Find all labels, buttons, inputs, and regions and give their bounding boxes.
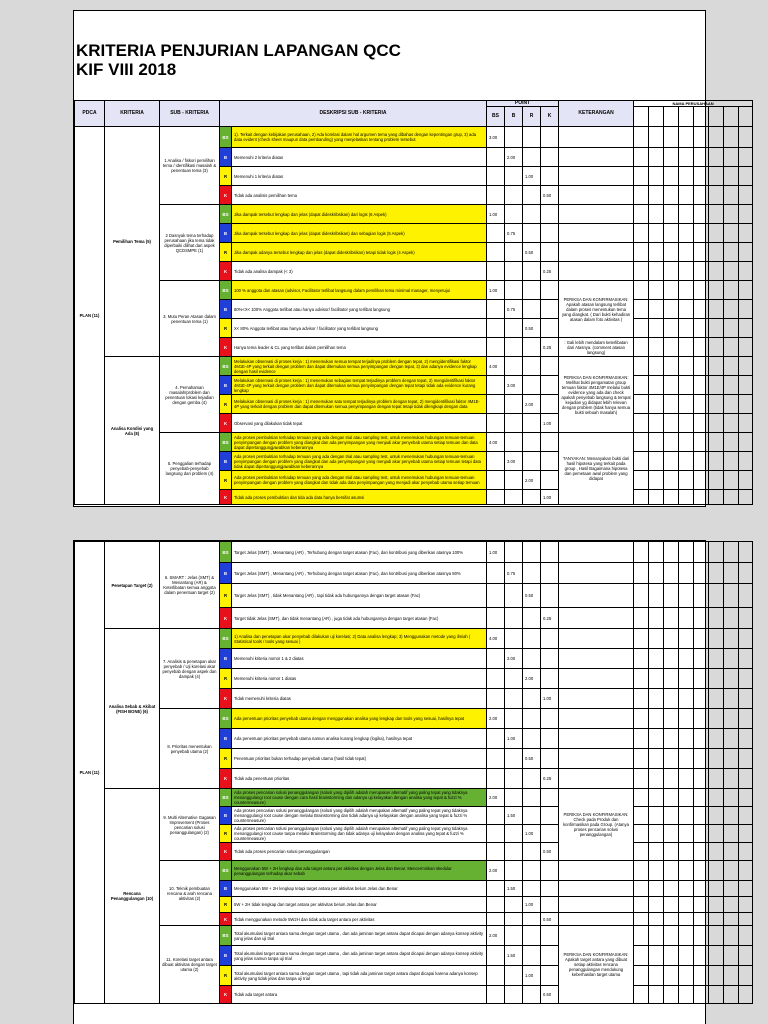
point-b: 3.00 bbox=[505, 649, 523, 669]
deskripsi-p2-15: Ada proses pencarian solusi penanggulangan (solusi yang dipilih adalah merupakan alternatif yang paling tepat yang tidaknya menanggulangi root cause tanpa melalui Brainstorming dan tidak adanya uji kelayakan dengan analisa yang tepat & fuzzi % countermeasure) bbox=[232, 825, 487, 843]
deskripsi-p2-6: Memenuhi kriteria nomor 1 & 2 diatas bbox=[232, 649, 487, 669]
point-r: 1.00 bbox=[523, 825, 541, 843]
deskripsi-p2-3: Target Jelas (SMT) , tidak Menantang (AR) , tapi tidak ada hubungannya dengan target atasan (Fac) bbox=[232, 584, 487, 608]
sub-kriteria-2: 2 Dasnyak tema terhadap perusahaan jika tema tidak diperbaiki dilihat dari aspek QCDSMPE (1) bbox=[160, 205, 220, 281]
level-k: K bbox=[220, 186, 232, 205]
deskripsi-p2-23: Total akumulasi target antara sama dengan target utama , tapi tidak ada jaminan target antara dapat dicapai karena adanya konsep aktivity yang tidak jelas dan tanpa uji trial bbox=[232, 966, 487, 986]
point-b: 0.75 bbox=[505, 563, 523, 584]
pdca-plan: PLAN (11) bbox=[75, 127, 105, 505]
level-k: K bbox=[220, 689, 232, 709]
point-r: 0.50 bbox=[523, 584, 541, 608]
deskripsi-p2-17: Menggunakan 5W + 2H lengkap dan ada target antara per aktivitas dengan Jelas dan Benar. Mencerminkan skedular penanggulangan terhadap akar sebab bbox=[232, 861, 487, 881]
deskripsi-p2-5: 1) Analisa dan penetapan akar penyebab dilakukan uji korelasi; 2) Data analisa lengkap; 3) Menggunakan metode yang ilmiah ( Statistical tools / tools yang sesuai ) bbox=[232, 629, 487, 649]
point-r: 1.00 bbox=[523, 966, 541, 986]
deskripsi-16: Observasi yang dilakukan tidak tepat bbox=[232, 414, 487, 433]
level-bs: BS bbox=[220, 542, 232, 563]
header-r: R bbox=[523, 107, 541, 127]
deskripsi-p2-24: Tidak ada target antara bbox=[232, 986, 487, 1004]
sub-kriteria-6: 6. SMART : Jelas (SMT) & Menantang (AR) & Keterlibatan semua anggota dalam penentuan target (2) bbox=[160, 542, 220, 629]
point-bs: 1.00 bbox=[487, 281, 505, 300]
deskripsi-9: 100 % anggota dan atasan (advisor, Facilitator terlibat langsung dalam pemilihan tema minimal manager, menyetujui bbox=[232, 281, 487, 300]
point-r: 2.00 bbox=[523, 669, 541, 689]
header-deskripsi: DESKRIPSI SUB - KRITERIA bbox=[220, 101, 487, 127]
header-k: K bbox=[541, 107, 559, 127]
level-b: B bbox=[220, 300, 232, 319]
level-r: R bbox=[220, 669, 232, 689]
level-b: B bbox=[220, 148, 232, 167]
level-b: B bbox=[220, 729, 232, 749]
criteria-table-1 bbox=[74, 100, 753, 505]
sub-kriteria-11: 11. Korelasi target antara dibuat aktivitas dengan target utama (2) bbox=[160, 926, 220, 1004]
deskripsi-p2-14: Ada proses pencarian solusi penanggulangan (solusi yang dipilih adalah merupakan alternatif yang paling tepat yang tidaknya menanggulangi root cause dengan melalui Brainstorming dan tidak adanya uji kelayakan dengan analisa yang tepat & fuzzi % countermeasure) bbox=[232, 807, 487, 825]
level-bs: BS bbox=[220, 357, 232, 376]
level-b: B bbox=[220, 946, 232, 966]
keterangan-3: PERIKSA DAN KONFIRMASIKAN: Melihat bukti pengamatan group temuan faktor 4M1E/4P melalui bukti evidence yang ada dan check apakah penyebab langsung & tempat kejadian yg didapat lebih relevan dengan problem (tidak hanya semua bukti sebuah masalah) bbox=[559, 357, 634, 433]
deskripsi-p2-8: Tidak memenuhi kriteria diatas bbox=[232, 689, 487, 709]
level-r: R bbox=[220, 749, 232, 769]
level-bs: BS bbox=[220, 789, 232, 807]
level-b: B bbox=[220, 649, 232, 669]
point-bs: 1.00 bbox=[487, 205, 505, 224]
level-k: K bbox=[220, 986, 232, 1004]
deskripsi-p2-13: Ada proses pencarian solusi penanggulangan (solusi yang dipilih adalah merupakan alternatif yang paling tepat yang tidaknya menanggulangi root cause dengan cara hasil brainstorming dan adanya uji kelayakan dengan analisa yang tepat & fuzzi % countermeasure) bbox=[232, 789, 487, 807]
point-r: 0.50 bbox=[523, 319, 541, 338]
level-r: R bbox=[220, 584, 232, 608]
keterangan-1: PERIKSA DAN KONFIRMASIKAN: Apakah atasan langsung terlibat dalam proses menentukan tema yang diangkat. ( Dari bukti kehadiran atasan dalam foto aktivitas ) bbox=[559, 281, 634, 338]
deskripsi-4: Tidak ada analisis pemilihan tema bbox=[232, 186, 487, 205]
sub-kriteria-8: 8. Prioritas menentukan penyebab utama (2) bbox=[160, 709, 220, 789]
point-r: 2.00 bbox=[523, 471, 541, 490]
point-bs: 4.00 bbox=[487, 433, 505, 452]
level-b: B bbox=[220, 452, 232, 471]
point-bs: 2.00 bbox=[487, 861, 505, 881]
kriteria-penetapan-target: Penetapan Target (2) bbox=[105, 542, 160, 629]
deskripsi-p2-1: Target Jelas (SMT) , Menantang (AR) , Terhubung dengan target atasan (Fac), dan kontribusi yang diberikan atasnya 100% bbox=[232, 542, 487, 563]
level-k: K bbox=[220, 608, 232, 629]
level-r: R bbox=[220, 825, 232, 843]
deskripsi-8: Tidak ada analisa dampak (< 3) bbox=[232, 262, 487, 281]
level-k: K bbox=[220, 769, 232, 789]
deskripsi-17: Ada proses pembuktian terhadap temuan yang ada dengan trial atau sampling test, untuk menemukan hubungan temuan-temuan penyimpangan dengan problem yang diangkat dan ada penyimpangan yang menjadi akar penyebab utama setiap temuan dan data dapat dipertanggungjawabkan keberannya bbox=[232, 433, 487, 452]
deskripsi-p2-10: Ada penentuan prioritas penyebab utama namun analisa kurang lengkap (logika), hasilnya tepat bbox=[232, 729, 487, 749]
point-k: 0.50 bbox=[541, 986, 559, 1004]
sub-kriteria-7: 7. Analisis & penetapan akar penyebab / Uji korelasi akar penyebab dengan aspek dan dampak (4) bbox=[160, 629, 220, 709]
deskripsi-6: Jika dampak tersebut lengkap dan jelas (dapat dideskribsikan) dan sebagian logis (5 Aspek) bbox=[232, 224, 487, 243]
level-r: R bbox=[220, 966, 232, 986]
deskripsi-20: Tidak ada proses pembuktian dan tida ada data hanya bersifat asumsi bbox=[232, 490, 487, 505]
level-bs: BS bbox=[220, 926, 232, 946]
point-b: 2.00 bbox=[505, 148, 523, 167]
point-b: 1.50 bbox=[505, 946, 523, 966]
point-r: 2.00 bbox=[523, 395, 541, 414]
point-bs: 2.00 bbox=[487, 926, 505, 946]
header-kriteria: KRITERIA bbox=[105, 101, 160, 127]
header-point: POINT bbox=[487, 101, 559, 107]
deskripsi-11: X< 80% Anggota terlibat atau hanya advisor / facilitator yang terlibat langsung bbox=[232, 319, 487, 338]
kriteria-analisa-sebab-akibat: Analisa Sebab & Akibat (FISH BONE) (6) bbox=[105, 629, 160, 789]
keterangan-p2-2: PERIKSA DAN KONFIRMASIKAN: Apakah target antara yang dibuat setiap aktivitas rencana penanggulangan mendukung keberhasilan target utama bbox=[559, 926, 634, 1004]
point-bs: 4.00 bbox=[487, 357, 505, 376]
sub-kriteria-5: 5. Penggalian terhadap penyebab-penyebab langsung dari problem (4) bbox=[160, 433, 220, 505]
level-b: B bbox=[220, 224, 232, 243]
sub-kriteria-4: 4. Pemahaman masalah/problem dan penentuan lokasi kejadian dengan gemba (4) bbox=[160, 357, 220, 433]
point-b: 0.75 bbox=[505, 300, 523, 319]
level-bs: BS bbox=[220, 281, 232, 300]
deskripsi-p2-9: Ada penentuan prioritas penyebab utama dengan menggunakan analisa yang lengkap dan tools yang sesuai, hasilnya tepat bbox=[232, 709, 487, 729]
sub-kriteria-3: 3. Mutu Peran Atasan dalam penentuan tema (1) bbox=[160, 281, 220, 357]
deskripsi-p2-19: 5W + 2H tidak lengkap dan target antara per aktivitas belum Jelas dan Benar bbox=[232, 897, 487, 913]
point-b: 1.50 bbox=[505, 881, 523, 897]
page-2 bbox=[73, 540, 706, 1024]
header-b: B bbox=[505, 107, 523, 127]
title-line-2: KIF VIII 2018 bbox=[76, 60, 177, 79]
level-bs: BS bbox=[220, 861, 232, 881]
point-r: 1.00 bbox=[523, 167, 541, 186]
point-k: 1.00 bbox=[541, 689, 559, 709]
level-k: K bbox=[220, 338, 232, 357]
deskripsi-12: Hanya tema leader & CL yang terlibat dalam pemilihan tema bbox=[232, 338, 487, 357]
point-bs: 1.00 bbox=[487, 542, 505, 563]
point-k: 1.00 bbox=[541, 414, 559, 433]
sub-kriteria-10: 10. Teknik pembuatan rencana & arah rencana aktivitas (2) bbox=[160, 861, 220, 926]
point-k: 0.25 bbox=[541, 769, 559, 789]
deskripsi-14: Melakukan observasi di proses kerja : 1) menemukan sebagian tempat terjadinya problem dengan tepat, 2) mengidentifikasi faktor 4M1E-4P yang terkait dengan problem dan dapat ditemukan semua penyimpangan dengan tepat tetapi tidak ada evidence kurang lengkap bbox=[232, 376, 487, 395]
point-r: 0.50 bbox=[523, 749, 541, 769]
point-b: 3.00 bbox=[505, 376, 523, 395]
point-b: 1.00 bbox=[505, 729, 523, 749]
header-sub-kriteria: SUB - KRITERIA bbox=[160, 101, 220, 127]
point-bs: 2.00 bbox=[487, 789, 505, 807]
deskripsi-15: Melakukan observasi di proses kerja : 1) menemukan satu tempat terjadinya problem dengan tepat, 2) mengidentifikasi faktor 4M1E-4P yang terkait dengan problem dan dapat ditemukan semua penyimpangan dengan tepat tetapi tidak dilengkapi dengan data bbox=[232, 395, 487, 414]
level-b: B bbox=[220, 881, 232, 897]
deskripsi-p2-2: Target Jelas (SMT) , Menantang (AR) , Terhubung dengan target atasan (Fac), dan kontribusi yang diberikan atasnya 80% bbox=[232, 563, 487, 584]
point-r: 1.00 bbox=[523, 897, 541, 913]
deskripsi-5: Jika dampak tersebut lengkap dan jelas (dapat dideskribsikan) dari logis (6 Aspek) bbox=[232, 205, 487, 224]
deskripsi-p2-18: Menggunakan 5W + 2H lengkap tetapi target antara per aktivitas belum Jelas dan Benar bbox=[232, 881, 487, 897]
deskripsi-p2-16: Tidak ada proses pencarian solusi penanggulangan bbox=[232, 843, 487, 861]
title-line-1: KRITERIA PENJURIAN LAPANGAN QCC bbox=[76, 41, 401, 60]
deskripsi-1: 1). Terkait dengan kebijakan perusahaan, 2) Ada korelasi dalam hal argumen tema yang dibahas dengan kepentingan grup, 3) ada data evident (check sheet maupun data pembanding) yang menjelaskan tentang problem tersebut bbox=[232, 127, 487, 148]
page-1 bbox=[73, 10, 714, 507]
point-b: 0.75 bbox=[505, 224, 523, 243]
point-k: 0.50 bbox=[541, 186, 559, 205]
header-keterangan: KETERANGAN bbox=[559, 101, 634, 127]
point-bs: 2.00 bbox=[487, 709, 505, 729]
level-r: R bbox=[220, 243, 232, 262]
point-k: 0.25 bbox=[541, 262, 559, 281]
level-r: R bbox=[220, 167, 232, 186]
deskripsi-p2-11: Penentuan prioritas bukan terhadap penyebab utama (hasil tidak tepat) bbox=[232, 749, 487, 769]
deskripsi-18: Ada proses pembuktian terhadap temuan yang ada dengan trial atau sampling test, untuk menemukan hubungan temuan-temuan penyimpangan dengan problem yang diangkat dan ada penyimpangan yang menjadi akar penyebab utama setiap temuan tetapi data tidak dapat dipertanggungjawabkan keberannya bbox=[232, 452, 487, 471]
keterangan-2: : Gali lebih mendalam keterlibatan dari Atasnya. (comment atasan langsung) bbox=[559, 338, 634, 357]
level-b: B bbox=[220, 563, 232, 584]
point-b: 3.00 bbox=[505, 452, 523, 471]
point-k: 0.50 bbox=[541, 843, 559, 861]
pdca-plan: PLAN (11) bbox=[75, 542, 105, 1004]
criteria-table-2 bbox=[74, 541, 753, 1004]
kriteria-pemilihan-tema: Pemilihan Tema (5) bbox=[105, 127, 160, 357]
level-bs: BS bbox=[220, 709, 232, 729]
level-bs: BS bbox=[220, 629, 232, 649]
deskripsi-19: Ada proses pembuktian terhadap temuan yang ada dengan trial atau sampling test, untuk menemukan hubungan temuan-temuan penyimpangan dengan problem yang diangkat dan tidak ada data penyimpangan yang menjadi akar penyebab utama setiap temuan bbox=[232, 471, 487, 490]
level-k: K bbox=[220, 913, 232, 926]
deskripsi-p2-20: Tidak menggunakan metode 5W2H dan tidak ada target antara per aktivitas bbox=[232, 913, 487, 926]
level-k: K bbox=[220, 414, 232, 433]
document-title bbox=[76, 41, 401, 79]
kriteria-analisa-kondisi: Analisa Kondisi yang Ada (8) bbox=[105, 357, 160, 505]
deskripsi-3: Memenuhi 1 kriteria diatas bbox=[232, 167, 487, 186]
level-b: B bbox=[220, 807, 232, 825]
deskripsi-p2-21: Total akumulasi target antara sama dengan target utama , dan ada jaminan target antara dapat dicapai dengan adanya konsep aktivity yang jelas dan uji trial bbox=[232, 926, 487, 946]
point-bs: 4.00 bbox=[487, 629, 505, 649]
header-nama-perusahaan: NAMA PERUSAHAAN bbox=[634, 101, 753, 107]
level-bs: BS bbox=[220, 433, 232, 452]
level-b: B bbox=[220, 376, 232, 395]
level-k: K bbox=[220, 262, 232, 281]
header-bs: BS bbox=[487, 107, 505, 127]
keterangan-p2-1: PERIKSA DAN KONFIRMASIKAN: Check pada Produk dan konfirmasikan pada Group. (Atanya proses pencarian solusi penanggulangan) bbox=[559, 789, 634, 861]
deskripsi-7: Jika dampak adanya tersebut lengkap dan jelas (dapat dideskribsikan) tetapi tidak logis (4 Aspek) bbox=[232, 243, 487, 262]
header-pdca: PDCA bbox=[75, 101, 105, 127]
deskripsi-p2-22: Total akumulasi target antara sama dengan target utama , dan ada jaminan target antara dapat dicapai dengan adanya konsep aktivity yang jelas namun tanpa uji trial bbox=[232, 946, 487, 966]
deskripsi-13: Melakukan observasi di proses kerja : 1) menemukan semua tempat terjadinya problem dengan tepat, 2) mengidentifikasi faktor 4M1E-4P yang terkait dengan problem dan dapat ditemukan semua penyimpangan dengan tepat, 3) dan adanya evidence lengkap dengan hasil evidence bbox=[232, 357, 487, 376]
level-r: R bbox=[220, 897, 232, 913]
point-k: 0.50 bbox=[541, 913, 559, 926]
deskripsi-10: 80%<X< 100% Anggota terlibat atau hanya advisor/ facilitator yang terlibat langsung bbox=[232, 300, 487, 319]
point-r: 0.50 bbox=[523, 243, 541, 262]
keterangan-4: TANYAKAN: Menanyakan bukti dari hasil hipotesa yang terkait pada group , Hasil Bagaimana hipotesa dan pemetaan awal problem yang didapat bbox=[559, 433, 634, 505]
deskripsi-p2-7: Memenuhi kriteria nomor 1 diatas bbox=[232, 669, 487, 689]
point-bs: 3.00 bbox=[487, 127, 505, 148]
point-k: 0.25 bbox=[541, 608, 559, 629]
point-k: 1.00 bbox=[541, 490, 559, 505]
level-k: K bbox=[220, 843, 232, 861]
level-bs: BS bbox=[220, 205, 232, 224]
level-r: R bbox=[220, 395, 232, 414]
level-r: R bbox=[220, 319, 232, 338]
deskripsi-p2-12: Tidak ada penentuan prioritas bbox=[232, 769, 487, 789]
point-b: 1.50 bbox=[505, 807, 523, 825]
sub-kriteria-9: 9. Multi Alternative Gagasan Improvement (Proses pencarian solusi penanggulangan) (2) bbox=[160, 789, 220, 861]
deskripsi-2: Memenuhi 2 kriteria diatas bbox=[232, 148, 487, 167]
point-k: 0.25 bbox=[541, 338, 559, 357]
deskripsi-p2-4: Target tidak Jelas (SMT), dan tidak menantang (AR) , juga tidak ada hubungannya dengan target atasan (Fac) bbox=[232, 608, 487, 629]
level-k: K bbox=[220, 490, 232, 505]
level-bs: BS bbox=[220, 127, 232, 148]
sub-kriteria-1: 1 Analisa / fiskori pemilihan tema / identifikasi masalah & penentuan tema (3) bbox=[160, 127, 220, 205]
level-r: R bbox=[220, 471, 232, 490]
kriteria-rencana-penanggulangan: Rencana Penanggulangan (10) bbox=[105, 789, 160, 1004]
